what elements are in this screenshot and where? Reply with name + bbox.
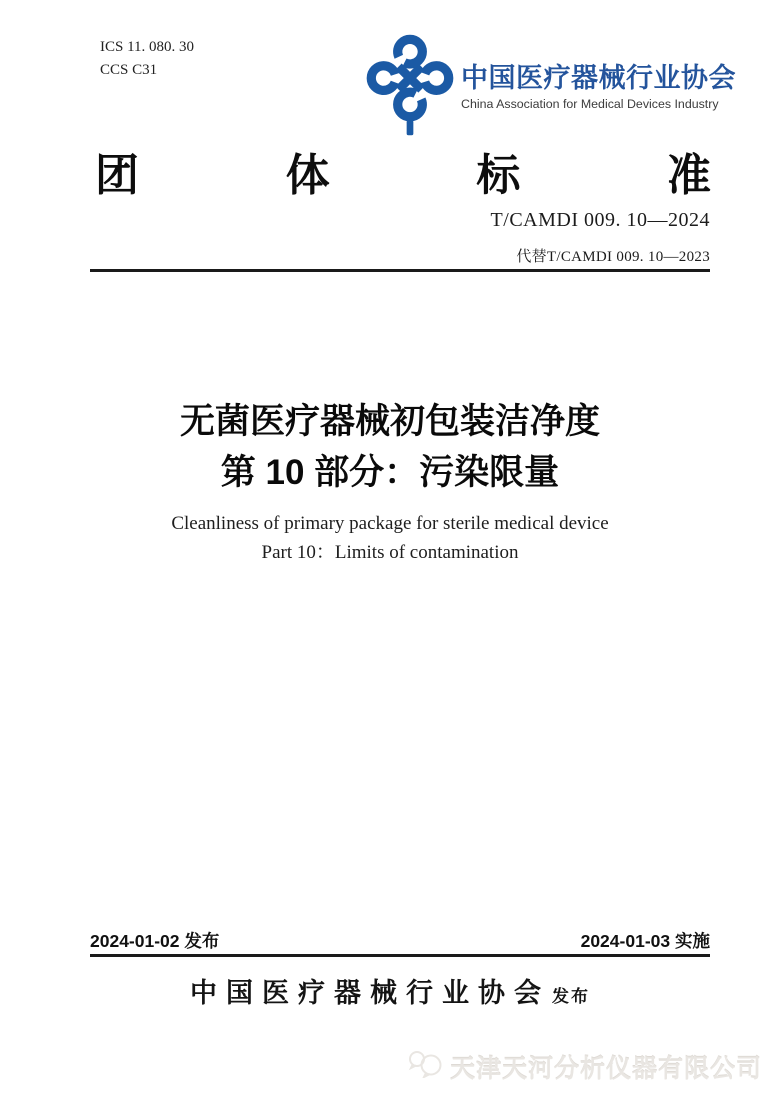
title-en-line1: Cleanliness of primary package for sterile medical device [171, 513, 609, 534]
association-header [461, 56, 736, 111]
watermark-company-name: 天津天河分析仪器有限公司 [449, 1054, 762, 1083]
association-name-cn: 中国医疗器械行业协会 [461, 63, 736, 93]
standard-type-char: 准 [666, 151, 711, 200]
footer-divider [90, 954, 710, 957]
replaced-standard-code: 代替T/CAMDI 009. 10—2023 [516, 249, 710, 265]
header-divider [90, 269, 710, 272]
association-name-en: China Association for Medical Devices Industry [461, 97, 719, 111]
publisher-issue-label: 发布 [552, 987, 590, 1006]
standard-type-char: 团 [95, 151, 139, 200]
standard-type-heading [95, 139, 711, 203]
title-cn-line1: 无菌医疗器械初包装洁净度 [179, 402, 600, 441]
implementation-date: 2024-01-03 实施 [580, 931, 710, 951]
chat-bubbles-watermark-icon [406, 1048, 446, 1085]
standard-number-block [491, 209, 710, 266]
publisher-name: 中国医疗器械行业协会 [190, 978, 550, 1008]
document-title-en [0, 509, 780, 567]
standard-code: T/CAMDI 009. 10—2024 [490, 209, 710, 231]
document-title-cn [0, 396, 780, 498]
title-en-line2: Part 10：Limits of contamination [261, 542, 519, 563]
camdi-knot-logo-icon [366, 34, 454, 138]
standard-type-char: 体 [285, 151, 330, 200]
ics-code: ICS 11. 080. 30 [100, 39, 195, 55]
classification-codes [100, 36, 194, 82]
issue-date: 2024-01-02 发布 [90, 931, 220, 951]
publisher-line [0, 971, 780, 1010]
title-cn-line2: 第 10 部分：污染限量 [220, 453, 560, 492]
ccs-code: CCS C31 [100, 62, 158, 78]
dates-row [90, 928, 710, 953]
standard-type-char: 标 [476, 151, 521, 200]
company-watermark [406, 1048, 762, 1085]
